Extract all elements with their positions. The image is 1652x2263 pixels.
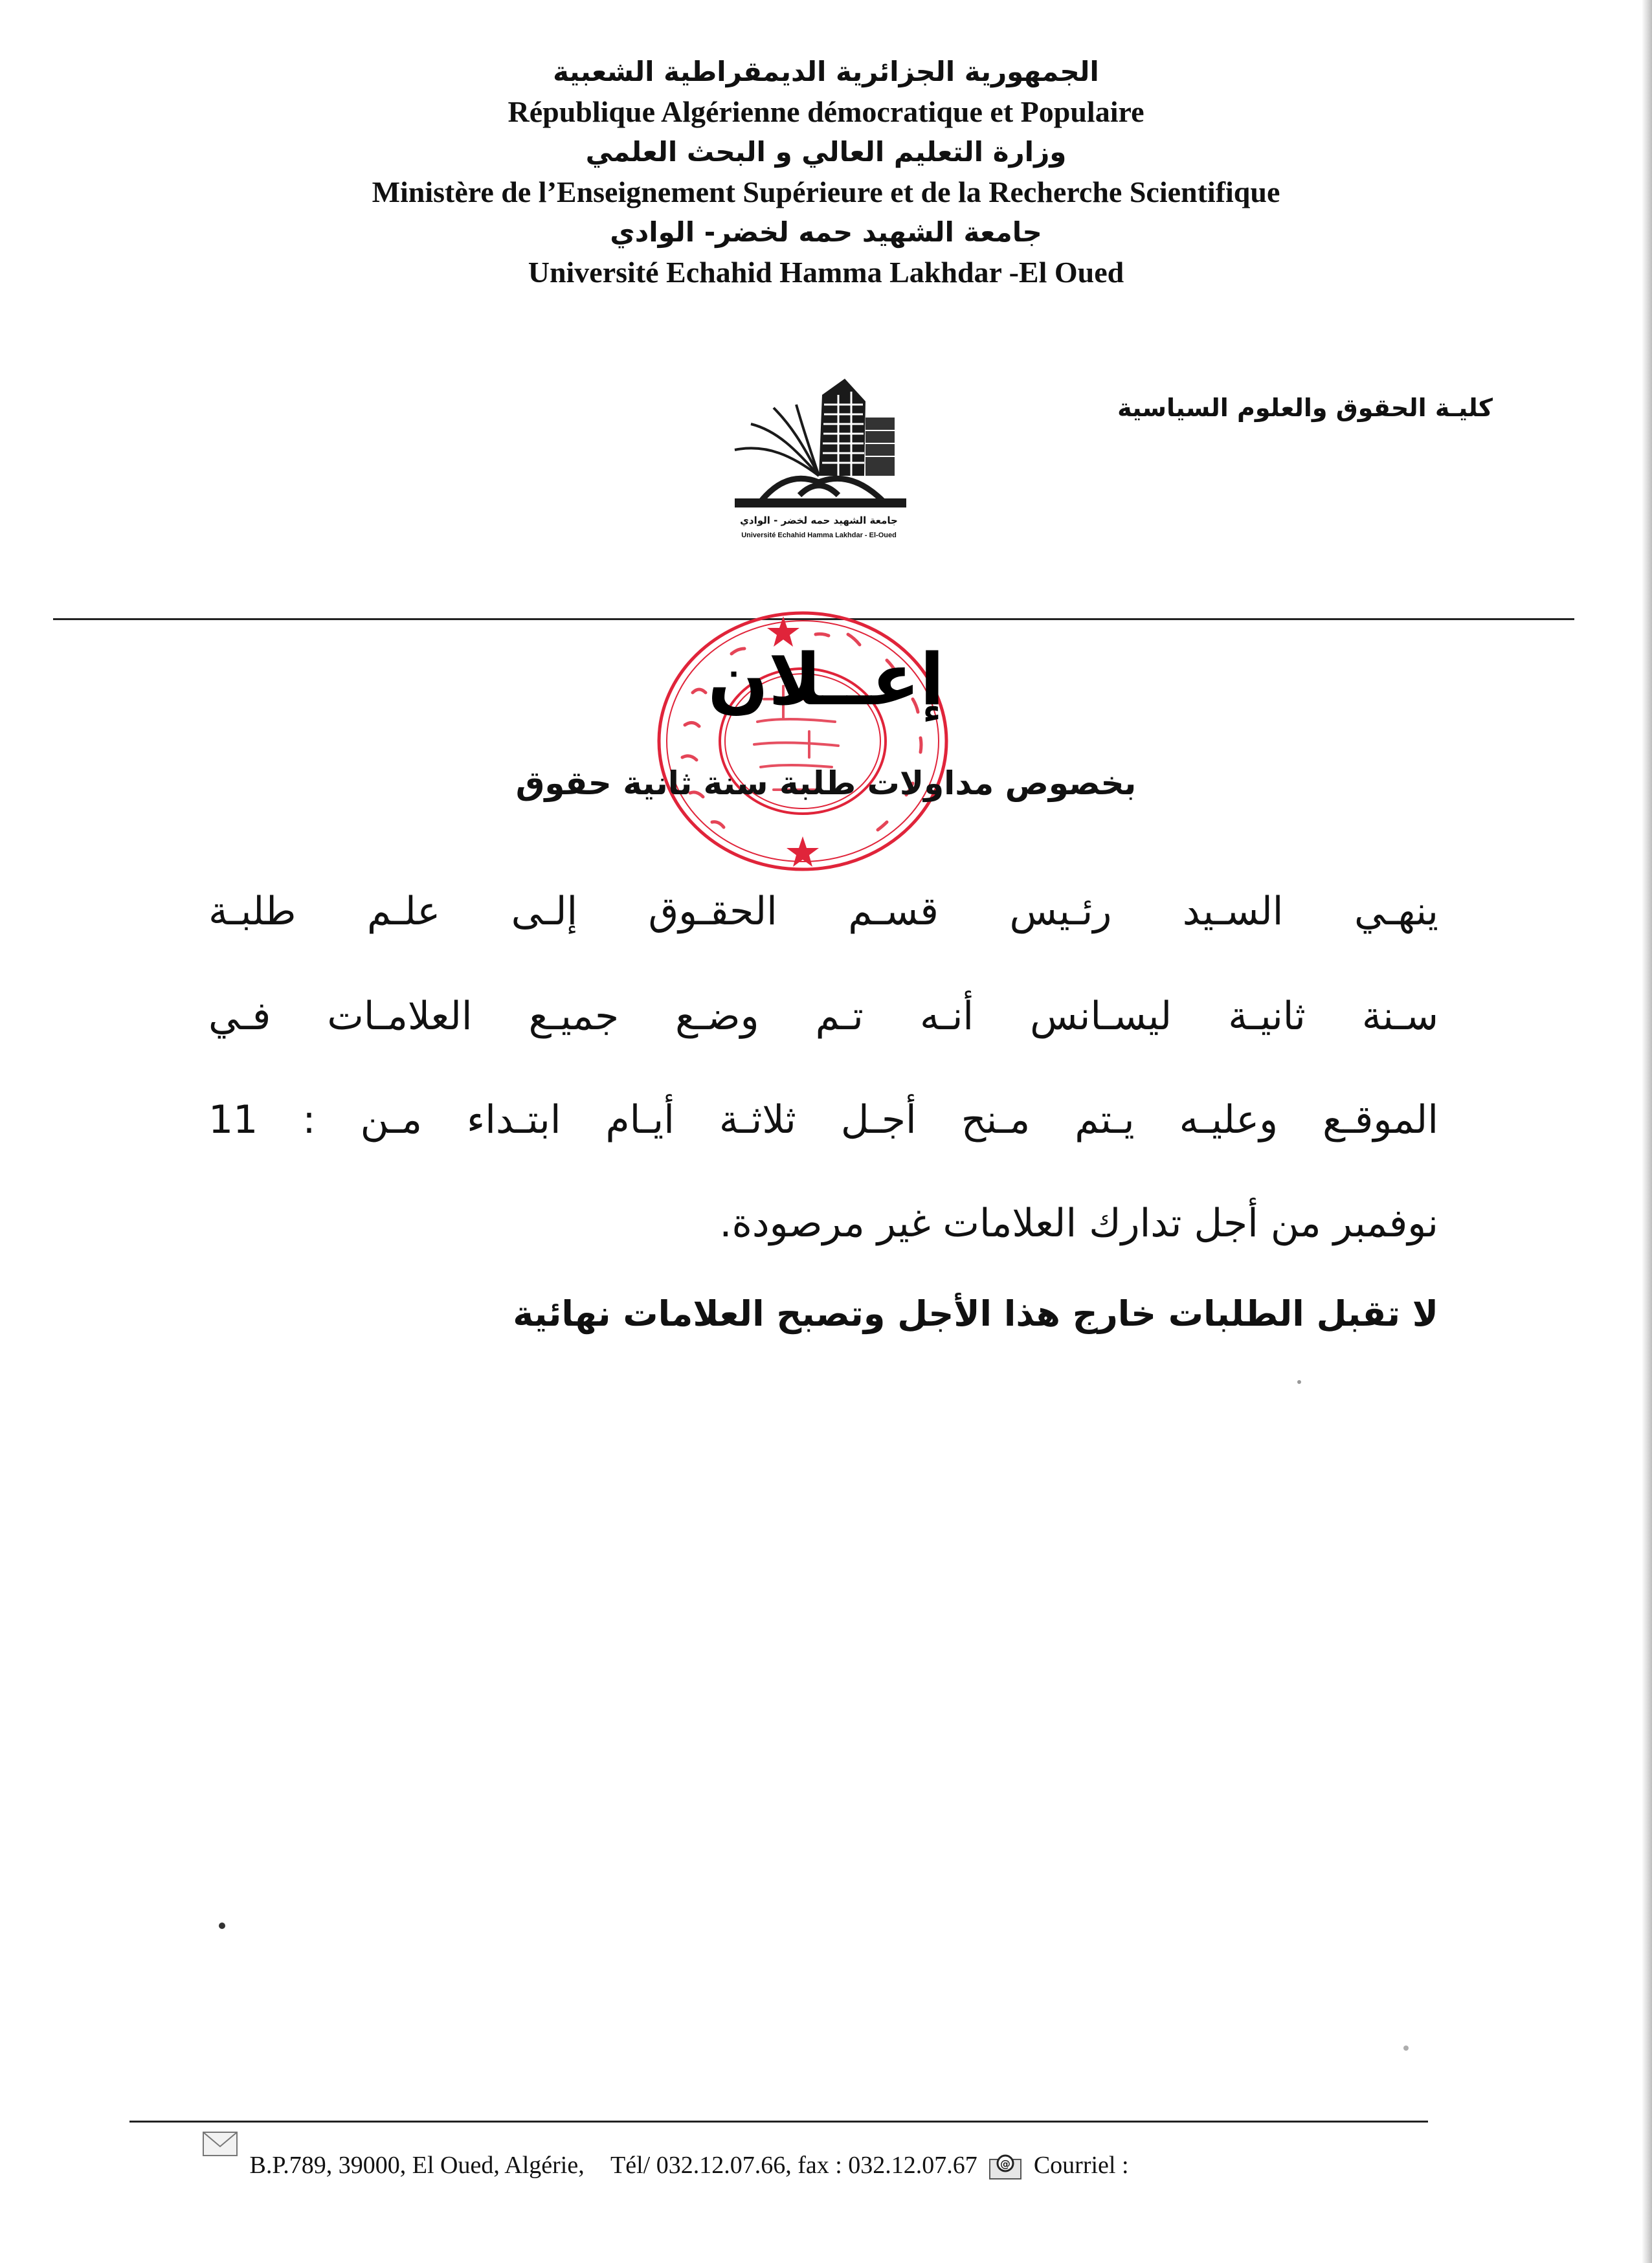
university-ar: جامعة الشهيد حمه لخضر- الوادي: [610, 216, 1042, 248]
body-line-4: نوفمبر من أجل تدارك العلامات غير مرصودة.: [719, 1201, 1438, 1246]
announcement-subtitle: بخصوص مداولات طلبة سنة ثانية حقوق: [515, 764, 1137, 802]
university-logo-icon: [722, 379, 916, 515]
university-logo: [722, 379, 916, 553]
letterhead: [0, 52, 1652, 293]
footer-address: B.P.789, 39000, El Oued, Algérie,: [249, 2152, 585, 2179]
closing-notice: لا تقبل الطلبات خارج هذا الأجل وتصبح العلامات نهائية: [513, 1293, 1438, 1334]
scan-speck: [219, 1923, 225, 1929]
republic-ar: الجمهورية الجزائرية الديمقراطية الشعبية: [553, 56, 1099, 87]
footer-divider: [129, 2121, 1428, 2123]
footer-email-label: Courriel :: [1033, 2152, 1129, 2179]
logo-caption-ar: جامعة الشهيد حمه لخضر - الوادي: [740, 515, 898, 526]
svg-text:@: @: [1000, 2157, 1011, 2170]
footer-contact: [201, 2149, 1366, 2181]
ministry-ar: وزارة التعليم العالي و البحث العلمي: [585, 136, 1067, 168]
ministry-fr: Ministère de l’Enseignement Supérieure et de la Recherche Scientifique: [372, 175, 1280, 208]
body-line-3: الموقـع وعليـه يـتم مـنح أجـل ثلاثـة أيـام ابتـداء مـن : 11: [208, 1097, 1438, 1143]
footer-phone: Tél/ 032.12.07.66, fax : 032.12.07.67: [610, 2152, 977, 2179]
logo-caption-fr: Université Echahid Hamma Lakhdar - El-Oued: [741, 531, 897, 539]
university-fr: Université Echahid Hamma Lakhdar -El Oued: [528, 256, 1124, 289]
announcement-title: إعــلان: [708, 638, 944, 721]
scan-speck: [1297, 1380, 1301, 1384]
body-line-1: ينهـي السـيد رئـيس قسـم الحقـوق إلـى علـم طلبـة: [208, 889, 1438, 934]
scan-edge: [1642, 0, 1652, 2263]
at-mail-icon: [987, 2153, 1023, 2181]
faculty-name: كليـة الحقوق والعلوم السياسية: [1117, 394, 1493, 422]
republic-fr: République Algérienne démocratique et Populaire: [508, 95, 1144, 128]
scan-speck: [1403, 2046, 1409, 2051]
body-line-2: سـنة ثانيـة ليسـانس أنـه تـم وضـع جميـع العلامـات فـي: [208, 994, 1438, 1039]
